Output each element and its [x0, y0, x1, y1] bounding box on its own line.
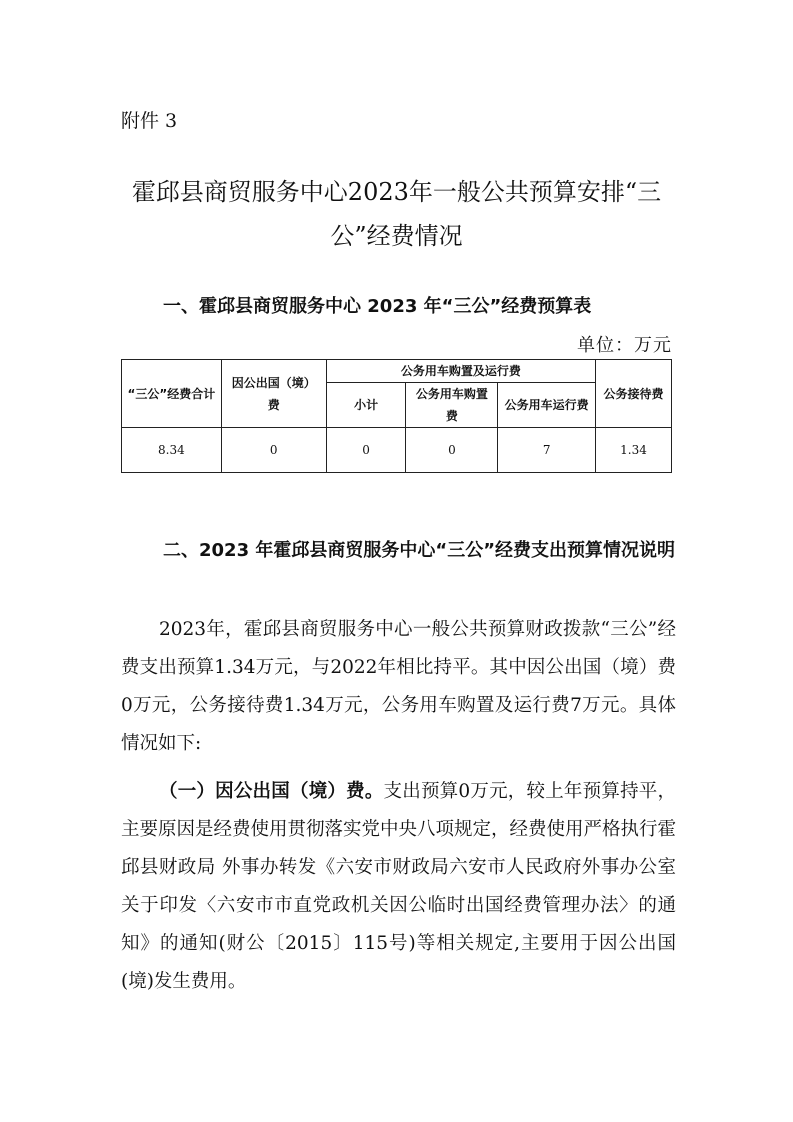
three-public-budget-table [121, 359, 672, 473]
header-overseas: 因公出国（境）费 [221, 360, 326, 428]
budget-summary-paragraph: 2023年，霍邱县商贸服务中心一般公共预算财政拨款“三公”经费支出预算1.34万元，与2022年相比持平。其中因公出国（境）费0万元，公务接待费1.34万元，公务用车购置及运行费7万元。具体情况如下: [121, 619, 676, 754]
cell-overseas: 0 [221, 428, 326, 473]
table-row [122, 428, 672, 473]
cell-vehicle-purchase: 0 [406, 428, 498, 473]
cell-subtotal: 0 [326, 428, 406, 473]
document-title: 霍邱县商贸服务中心2023年一般公共预算安排“三公”经费情况 [131, 178, 662, 250]
header-vehicle-operation: 公务用车运行费 [498, 383, 596, 428]
overseas-expense-lead: （一）因公出国（境）费。 [159, 781, 384, 802]
attachment-label: 附件 3 [121, 110, 178, 132]
header-vehicle-purchase: 公务用车购置费 [406, 383, 498, 428]
section2-heading: 二、2023 年霍邱县商贸服务中心“三公”经费支出预算情况说明 [163, 540, 676, 561]
table-header-row [122, 360, 672, 383]
header-reception: 公务接待费 [596, 360, 672, 428]
overseas-expense-body: 支出预算0万元，较上年预算持平，主要原因是经费使用贯彻落实党中央八项规定，经费使用严格执行霍邱县财政局 外事办转发《六安市财政局六安市人民政府外事办公室关于印发〈六安市市直党政机关因公临时出国经费管理办法〉的通知》的通知(财公〔2015〕115号)等相关规定,主要用于因公出国(境)发生费用。 [121, 781, 677, 992]
cell-vehicle-operation: 7 [498, 428, 596, 473]
header-subtotal: 小计 [326, 383, 406, 428]
overseas-expense-paragraph [121, 773, 676, 1001]
cell-total: 8.34 [122, 428, 222, 473]
header-vehicle-group: 公务用车购置及运行费 [326, 360, 595, 383]
cell-reception: 1.34 [596, 428, 672, 473]
header-total: “三公”经费合计 [122, 360, 222, 428]
section1-heading: 一、霍邱县商贸服务中心 2023 年“三公”经费预算表 [163, 296, 592, 317]
unit-label: 单位：万元 [577, 335, 672, 356]
